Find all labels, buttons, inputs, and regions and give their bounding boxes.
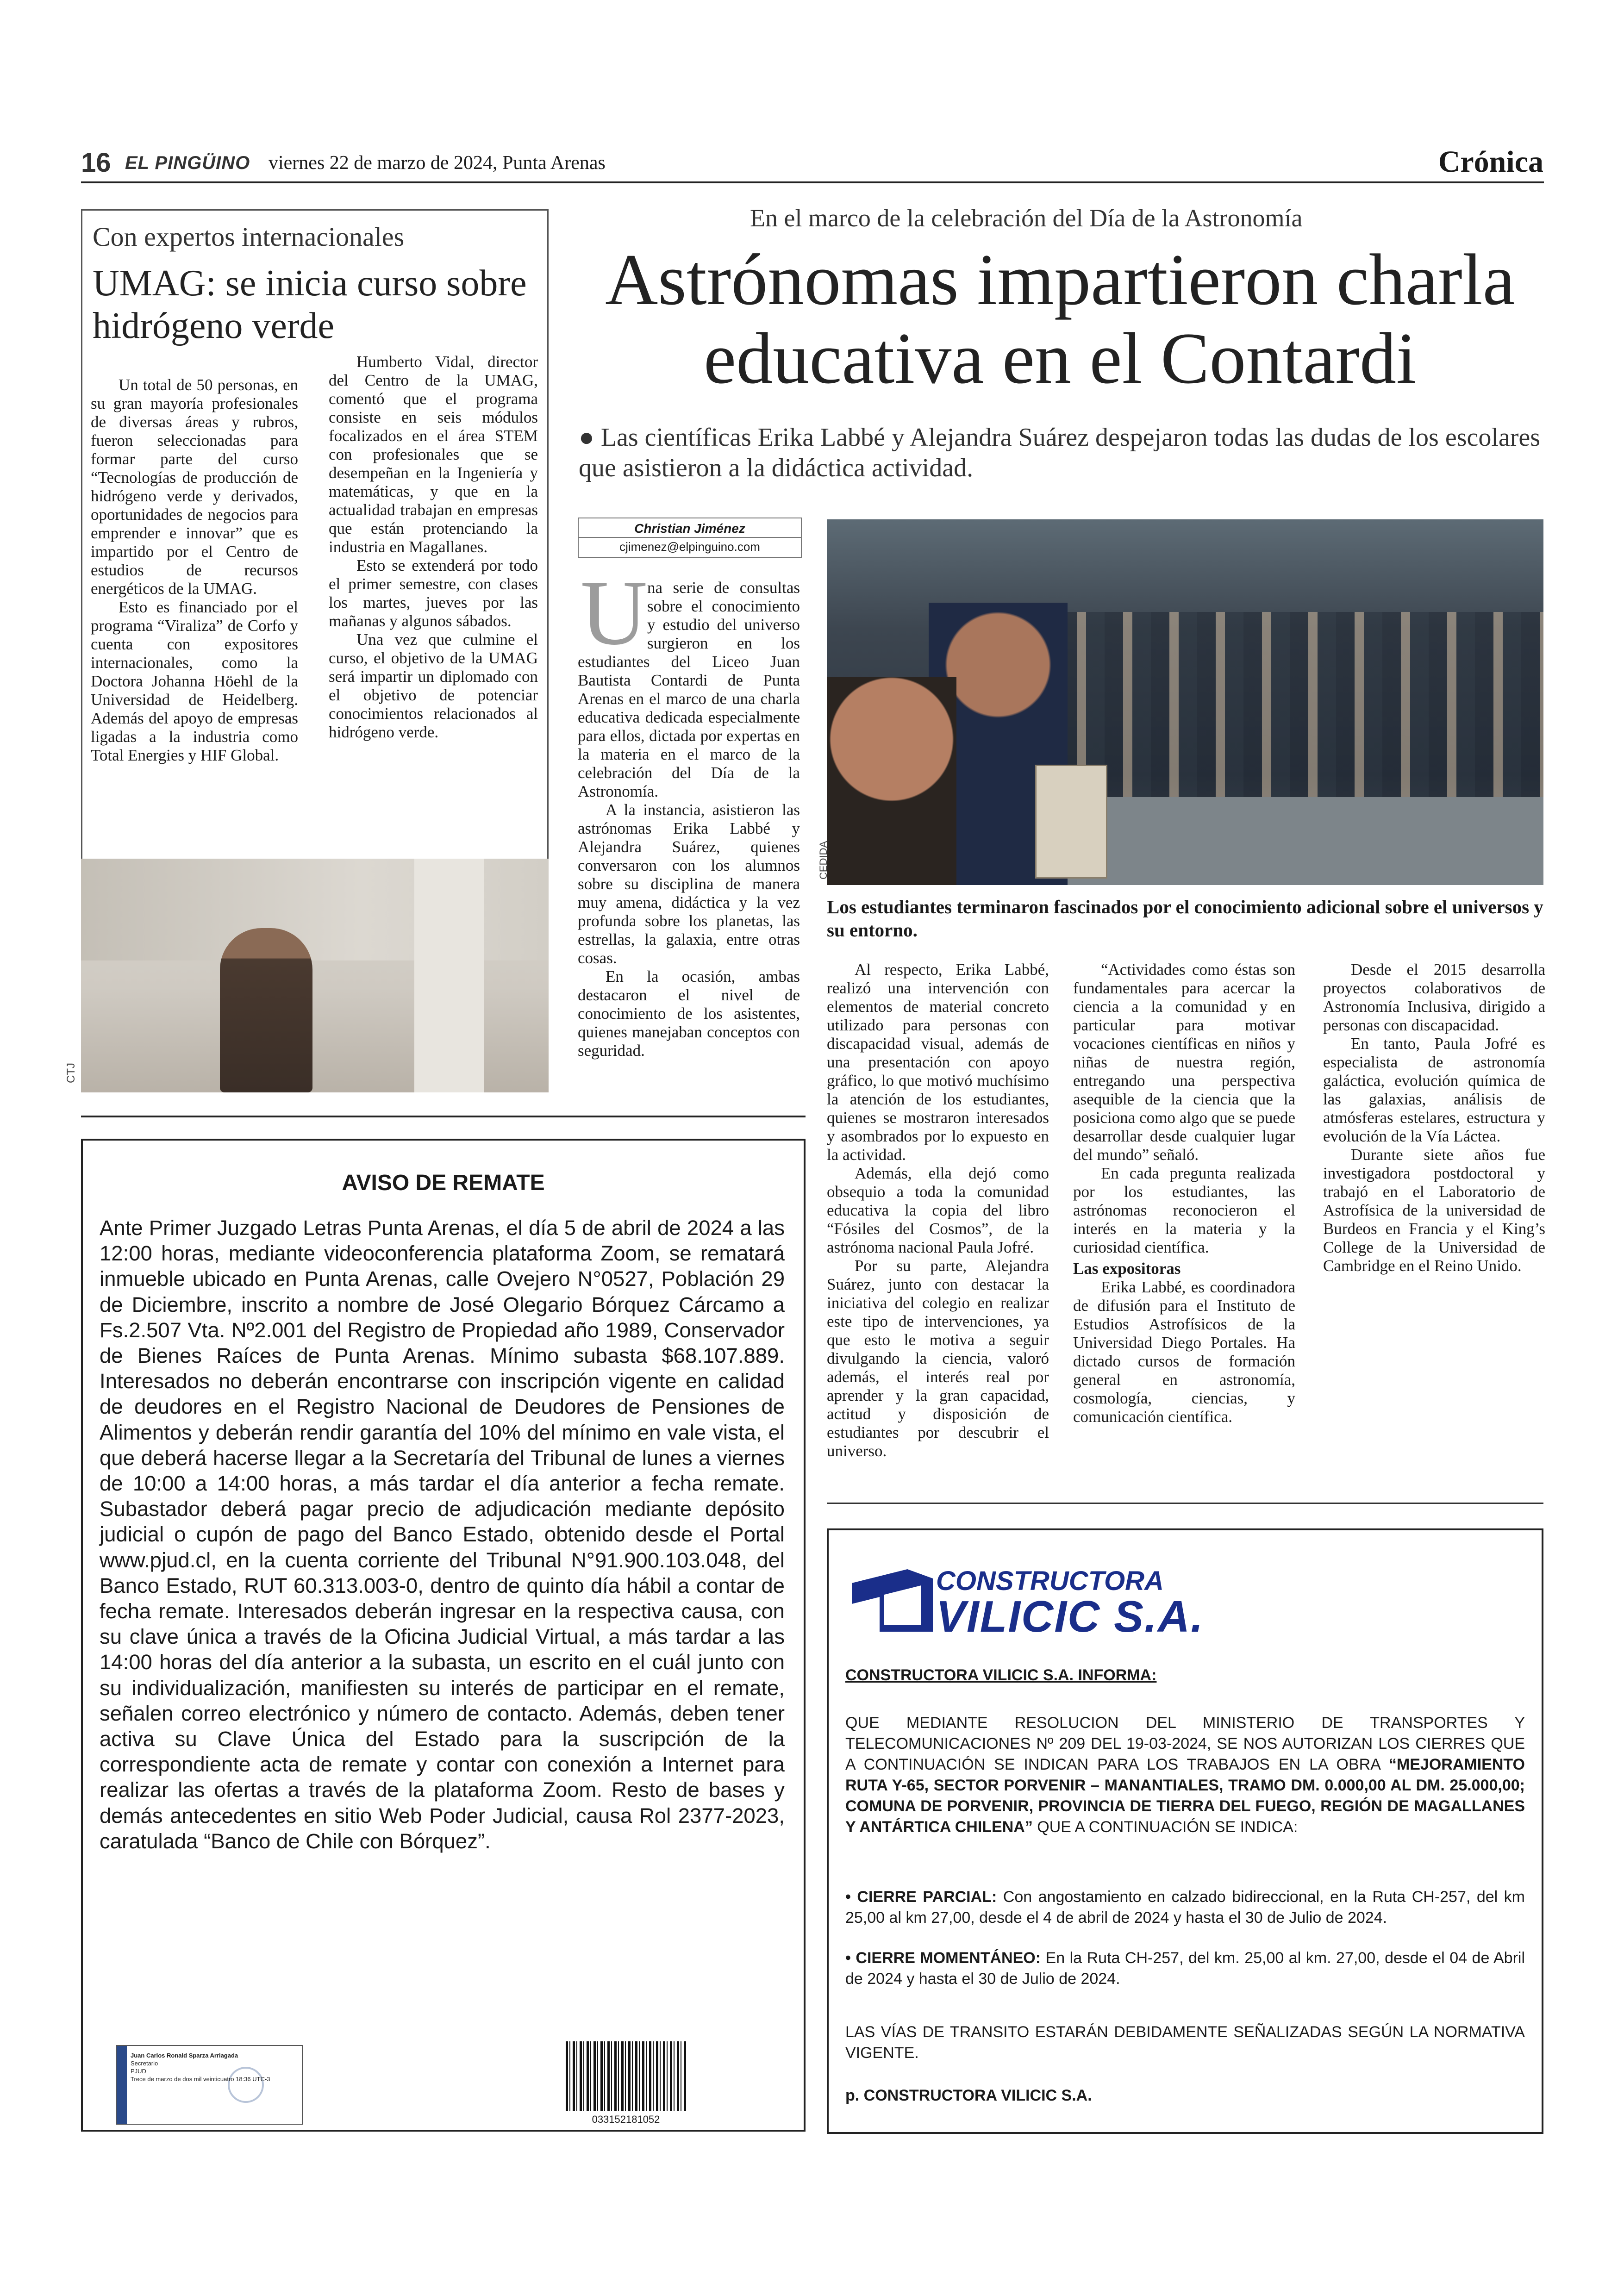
newspaper-logo: EL PINGÜINO xyxy=(125,153,250,173)
main-article-column-2 xyxy=(827,960,1049,1460)
paragraph: Humberto Vidal, director del Centro de la UMAG, comentó que el programa consiste en seis módulos focalizados en el área STEM con profesionales que se desempeñan en la Ingeniería y matemáticas, y que en la actualidad trabajan en empresas que están protenciando la industria en Magallanes. xyxy=(329,353,538,556)
notice-paragraph xyxy=(845,1713,1525,1838)
subheading: Las expositoras xyxy=(1073,1260,1181,1278)
paragraph: Esto se extenderá por todo el primer semestre, con clases los martes, jueves por las mañanas y algunos sábados. xyxy=(329,556,538,630)
drop-cap: U xyxy=(581,562,648,664)
signer-org: PJUD xyxy=(131,2068,146,2075)
paragraph: Un total de 50 personas, en su gran mayoría profesionales de diversas áreas y rubros, fueron seleccionadas para formar parte del curso “Tecnologías de producción de hidrógeno verde y derivados, oportunidades de negocios para emprender e innovar” que es impartido por el Centro de estudios de recursos energéticos de la UMAG. xyxy=(91,376,298,598)
left-bottom-rule xyxy=(81,1116,806,1117)
speaker-figure xyxy=(220,928,312,1092)
paragraph: A la instancia, asistieron las astrónomas Erika Labbé y Alejandra Suárez, quienes conversaron con los alumnos sobre su disciplina de manera muy amena, didáctica y la vez profunda sobre los planetas, las estrellas, la galaxia, entre otras cosas. xyxy=(578,801,800,967)
signature-text xyxy=(131,2052,293,2083)
paragraph: Esto es financiado por el programa “Viraliza” de Corfo y cuenta con expositores internacionales, como la Doctora Johanna Höehl de la Universidad de Heidelberg. Además del apoyo de empresas ligadas a la industria como Total Energies y HIF Global. xyxy=(91,598,298,764)
verification-code: 033152181052 xyxy=(592,2114,660,2125)
astronomer-figure xyxy=(827,677,956,885)
left-article-column-2 xyxy=(329,353,538,742)
header-rule xyxy=(81,181,1544,183)
notice-text: QUE A CONTINUACIÓN SE INDICA: xyxy=(1032,1818,1298,1836)
main-article-kicker: En el marco de la celebración del Día de la Astronomía xyxy=(750,204,1303,232)
company-name-line1: CONSTRUCTORA xyxy=(936,1566,1164,1596)
byline-email: cjimenez@elpinguino.com xyxy=(619,540,760,554)
paragraph-text: na serie de consultas sobre el conocimiento y estudio del universo surgieron en los estudiantes del Liceo Juan Bautista Contardi de Punta Arenas en el marco de una charla educativa dedicada especialmente para ellos, dictada por expertas en la materia en el marco de la celebración del Día de la Astronomía. xyxy=(578,579,800,800)
paragraph: “Actividades como éstas son fundamentales para acercar la ciencia a la comunidad y en particular para motivar vocaciones científicas en niños y niñas de nuestra región, entregando una perspectiva asequible de la ciencia que la posiciona como algo que se puede desarrollar desde cualquier lugar del mundo” señaló. xyxy=(1073,960,1295,1164)
paragraph: Al respecto, Erika Labbé, realizó una intervención con elementos de material concreto utilizado para personas con discapacidad visual, además de una presentación con apoyo gráfico, lo que motivó muchísimo la atención de los estudiantes, quienes se mostraron interesados y asombrados por lo expuesto en la actividad. xyxy=(827,960,1049,1164)
closure-label: • CIERRE PARCIAL: xyxy=(845,1888,997,1906)
main-article-column-3 xyxy=(1073,960,1295,1426)
photo-pillar xyxy=(414,859,484,1092)
main-article-column-1 xyxy=(578,579,800,1060)
students-photo xyxy=(827,519,1543,885)
photo-credit: CTJ xyxy=(65,1063,77,1083)
vilicic-logo-icon xyxy=(852,1569,933,1632)
paragraph: Durante siete años fue investigadora postdoctoral y trabajó en el Laboratorio de Astrofísica de la universidad de Burdeos en Francia y el King’s College de la Universidad de Cambridge en el Reino Unido. xyxy=(1323,1146,1545,1275)
paragraph xyxy=(578,579,800,801)
page-number: 16 xyxy=(81,148,111,178)
article-bottom-rule xyxy=(827,1503,1543,1504)
partial-closure-item xyxy=(845,1887,1525,1928)
left-article-headline: UMAG: se inicia curso sobre hidrógeno verde xyxy=(93,263,527,346)
paragraph: Además, ella dejó como obsequio a toda la comunidad educativa la copia del libro “Fósiles del Cosmos”, de la astrónoma nacional Paula Jofré. xyxy=(827,1164,1049,1256)
photo-credit: CEDIDA xyxy=(818,841,829,879)
speaker-photo xyxy=(81,859,549,1092)
section-title: Crónica xyxy=(1438,145,1543,179)
signage-note: LAS VÍAS DE TRANSITO ESTARÁN DEBIDAMENTE SEÑALIZADAS SEGÚN LA NORMATIVA VIGENTE. xyxy=(845,2023,1525,2062)
paragraph: Erika Labbé, es coordinadora de difusión para el Instituto de Estudios Astrofísicos de la Universidad Diego Portales. Ha dictado cursos de formación general en astronomía, cosmología, ciencias, y comunicación científica. xyxy=(1073,1278,1295,1426)
paragraph: En tanto, Paula Jofré es especialista de astronomía galáctica, evolución química de las galaxias, análisis de atmósferas estelares, estructura y evolución de la Vía Láctea. xyxy=(1323,1035,1545,1145)
byline xyxy=(578,518,802,558)
left-article-column-1 xyxy=(91,376,298,765)
notice-text: QUE MEDIANTE RESOLUCION DEL MINISTERIO DE TRANSPORTES Y TELECOMUNICACIONES Nº 209 DEL 19-03-2024, SE NOS AUTORIZAN LOS CIERRES QUE A CONTINUACIÓN SE INDICAN PARA LOS TRABAJOS EN LA OBRA xyxy=(845,1714,1525,1773)
signer-name: Juan Carlos Ronald Sparza Arriagada xyxy=(131,2052,238,2059)
paragraph: En la ocasión, ambas destacaron el nivel de conocimiento de los asistentes, quienes manejaban conceptos con seguridad. xyxy=(578,967,800,1060)
main-article-deck: ● Las científicas Erika Labbé y Alejandra Suárez despejaron todas las dudas de los escolares que asistieron a la didáctica actividad. xyxy=(579,423,1541,482)
paragraph: En cada pregunta realizada por los estudiantes, las astrónomas reconocieron el interés en la materia y la curiosidad científica. xyxy=(1073,1164,1295,1256)
company-name-line2: VILICIC S.A. xyxy=(936,1592,1204,1641)
paragraph: Una vez que culmine el curso, el objetivo de la UMAG será impartir un diplomado con el objetivo de potenciar conocimientos relacionados al hidrógeno verde. xyxy=(329,630,538,741)
notice-signature: p. CONSTRUCTORA VILICIC S.A. xyxy=(845,2087,1092,2104)
closure-label: • CIERRE MOMENTÁNEO: xyxy=(845,1949,1041,1967)
qr-code-icon xyxy=(566,2041,686,2111)
issue-date: viernes 22 de marzo de 2024, Punta Arenas xyxy=(269,152,606,174)
project-name: “MEJORAMIENTO RUTA Y-65, SECTOR PORVENIR – MANANTIALES, TRAMO DM. 0.000,00 AL DM. 25.000,00; COMUNA DE PORVENIR, PROVINCIA DE TIERRA DEL FUEGO, REGIÓN DE MAGALLANES Y ANTÁRTICA CHILENA” xyxy=(845,1756,1525,1836)
signature-bar xyxy=(117,2046,127,2124)
paragraph: Por su parte, Alejandra Suárez, junto con destacar la iniciativa del colegio en realizar este tipo de intervenciones, ya que esto le motiva a seguir divulgando la ciencia, valoró además, el interés real por aprender y la gran capacidad, actitud y disposición de estudiantes por descubrir el universo. xyxy=(827,1257,1049,1460)
left-article-kicker: Con expertos internacionales xyxy=(93,222,405,252)
paragraph: Desde el 2015 desarrolla proyectos colaborativos de Astronomía Inclusiva, dirigido a personas con discapacidad. xyxy=(1323,960,1545,1034)
main-article-headline: Astrónomas impartieron charla educativa en el Contardi xyxy=(605,239,1515,399)
byline-name: Christian Jiménez xyxy=(579,518,801,538)
auction-notice-title: AVISO DE REMATE xyxy=(342,1171,545,1195)
book-figure xyxy=(1035,765,1107,879)
signer-role: Secretario xyxy=(131,2060,158,2067)
photo-caption: Los estudiantes terminaron fascinados por el conocimiento adicional sobre el universos y su entorno. xyxy=(827,896,1543,941)
electronic-signature xyxy=(116,2045,303,2125)
notice-heading: CONSTRUCTORA VILICIC S.A. INFORMA: xyxy=(845,1666,1157,1684)
auction-notice-body: Ante Primer Juzgado Letras Punta Arenas, el día 5 de abril de 2024 a las 12:00 horas, mediante videoconferencia plataforma Zoom, se rematará inmueble ubicado en Punta Arenas, calle Ovejero N°0527, Población 29 de Diciembre, inscrito a nombre de José Olegario Bórquez Cárcamo a Fs.2.507 Vta. Nº2.001 del Registro de Propiedad año 1989, Conservador de Bienes Raíces de Punta Arenas. Mínimo subasta $68.107.889. Interesados no deberán encontrarse con inscripción vigente en calidad de deudores en el Registro Nacional de Deudores de Pensiones de Alimentos y deberán rendir garantía del 10% del mínimo en vale vista, el que deberá hacerse llegar a la Secretaría del Tribunal de lunes a viernes de 10:00 a 14:00 horas, a más tardar el día anterior a fecha remate. Subastador deberá pagar precio de adjudicación mediante depósito judicial o cupón de pago del Banco Estado, obtenido desde el Portal www.pjud.cl, en la cuenta corriente del Tribunal N°91.900.103.048, del Banco Estado, RUT 60.313.003-0, dentro de quinto día hábil a contar de fecha remate. Interesados deberán ingresar en la respectiva causa, con su clave única a través de la Oficina Judicial Virtual, a más tardar a las 14:00 horas del día anterior a la subasta, un escrito en el cuál junto con su individualización, manifiesten su interés de participar en el remate, señalen correo electrónico y número de contacto. Además, deben tener activa su Clave Única del Estado para la suscripción de la correspondiente acta de remate y contar con conexión a Internet para realizar las ofertas a través de la plataforma Zoom. Resto de bases y demás antecedentes en sitio Web Poder Judicial, causa Rol 2377-2023, caratulada “Banco de Chile con Bórquez”. xyxy=(100,1216,785,1853)
main-article-column-4 xyxy=(1323,960,1545,1275)
closure-text: En la Ruta CH-257, del km. 25,00 al km. 27,00, desde el 04 de Abril de 2024 y hasta el 30 de Julio de 2024. xyxy=(845,1949,1525,1988)
closure-text: Con angostamiento en calzado bidireccional, en la Ruta CH-257, del km 25,00 al km 27,00, desde el 4 de abril de 2024 y hasta el 30 de Julio de 2024. xyxy=(845,1888,1525,1927)
momentary-closure-item xyxy=(845,1948,1525,1989)
signature-date: Trece de marzo de dos mil veinticuatro 18:36 UTC-3 xyxy=(131,2076,270,2083)
